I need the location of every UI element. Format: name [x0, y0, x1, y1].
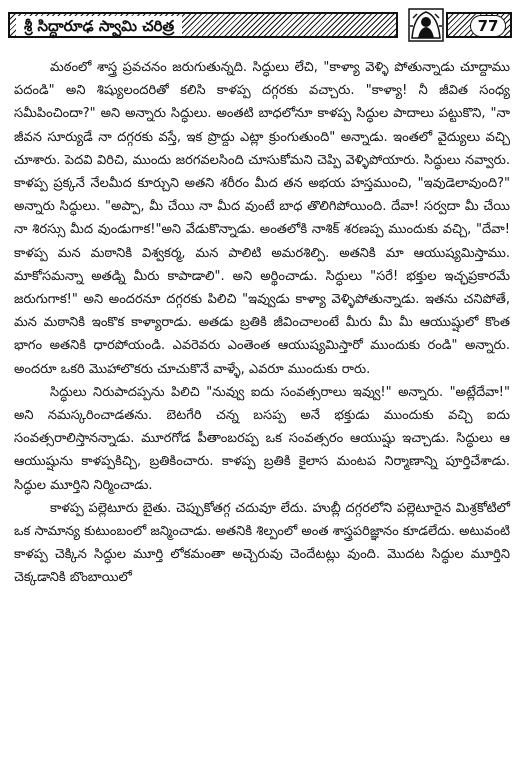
guru-emblem-icon [408, 8, 444, 42]
page-number-banner [446, 12, 512, 38]
paragraph-2: సిద్ధులు నిరుపాదప్పను పిలిచి "నువ్వు ఐదు సంవత్సరాలు ఇవ్వు!" అన్నారు. "అట్లేదేవా!" అని నమస్కరించాడతను. బెటగేరి చన్న బసప్ప అనే భక్తుడు ముందుకు వచ్చి ఐదు సంవత్సరాలిస్తానన్నాడు. మూరగోడ పీతాంబరప్ప ఒక సంవత్సరం ఆయుష్షు ఇచ్చాడు. సిద్ధులు ఆ ఆయుష్షును కాళప్పకిచ్చి, బ్రతికించారు. కాళప్ప బ్రతికి కైలాస మంటప నిర్మాణాన్ని పూర్తిచేశాడు. సిద్ధుల మూర్తిని నిర్మించాడు. [14, 384, 510, 493]
paragraph-1: మఠంలో శాస్త్ర ప్రవచనం జరుగుతున్నది. సిద్ధులు లేచి, "కాళ్యా వెళ్ళి పోతున్నాడు చూద్దాము పదండి" అని శిష్యులందరితో కలిసి కాళప్ప దగ్గరకు వచ్చారు. "కాళ్యా! నీ జీవిత సంధ్య సమీపించిందా?" అని అన్నారు సిద్ధులు. అంతటి బాధలోనూ కాళప్ప సిద్ధుల పాదాలు పట్టుకొని, "నా జీవన సూర్యుడే నా దగ్గరకు వస్తే, ఇక ప్రొద్దు ఎట్లా క్రుంగుతుంది" అన్నాడు. ఇంతలో వైద్యులు వచ్చి చూశారు. పెదవి విరిచి, ముందు జరగవలసింది చూసుకోమని చెప్పి వెళ్ళిపోయారు. సిద్ధులు నవ్వారు. కాళప్ప ప్రక్కనే నేలమీద కూర్చుని అతని శరీరం మీద తన అభయ హస్తముంచి, "ఇవుడెలావుంది?" అన్నారు సిద్ధులు. "అప్పా, మీ చేయి నా మీద వుంటే బాధ తొలిగిపోయింది. దేవా! సర్వదా మీ చేయి నా శిరస్సు మీద వుండుగాక!"అని వేడుకొన్నాడు. అంతలోకి నాశిక్ శరణప్ప ముందుకు వచ్చి, "దేవా! కాళప్ప మన మఠానికి విశ్వకర్మ, మన పాలిటి అమరశిల్పి. అతనికి మా ఆయుష్యమిస్తాము. మాకోసమన్నా అతడ్ని మీరు కాపాడాలి". అని అర్థించాడు. సిద్ధులు "సరే! భక్తుల ఇచ్ఛప్రకారమే జరుగుగాక!" అని అందరనూ దగ్గరకు పిలిచి "ఇవ్వుడు కాళ్యా వెళ్ళిపోతున్నాడు. ఇతను చనిపోతే, మన మఠానికి ఇంకొక కాళ్యారాడు. అతడు బ్రతికి జీవించాలంటే మీరు మీ మీ ఆయుష్షులో కొంత భాగం అతనికి ధారపోయండి. ఎవరెవరు ఎంతెంత ఆయుష్యమిస్తారో ముందుకు రండి" అన్నారు. అందరూ ఒకరి మొహాలొకరు చూచుకొనే వాళ్ళే, ఎవరూ ముందుకు రారు. [14, 60, 510, 377]
paragraph-3: కాళప్ప పల్లెటూరు బైతు. చెప్పుకోతగ్గ చదువూ లేదు. హుబ్లీ దగ్గరలోని పల్లెటూరైన మిశ్రకోటిలో ఒక సామాన్య కుటుంబంలో జన్మించాడు. అతనికి శిల్పంలో అంత శాస్త్రపరిజ్ఞానం కూడలేదు. అటువంటి కాళప్ప చెక్కిన సిద్ధుల మూర్తి లోకమంతా అచ్చెరువు చెందేటట్లు వుంది. మొదట సిద్ధుల మూర్తిని చెక్కడానికి బొంబాయిలో [14, 500, 510, 586]
title-banner [8, 12, 398, 38]
book-title: శ్రీ సిద్ధారూఢ స్వామి చరిత్ర [16, 16, 182, 36]
page-number: 77 [470, 15, 506, 37]
page-header [8, 8, 512, 44]
page-body [14, 56, 510, 590]
